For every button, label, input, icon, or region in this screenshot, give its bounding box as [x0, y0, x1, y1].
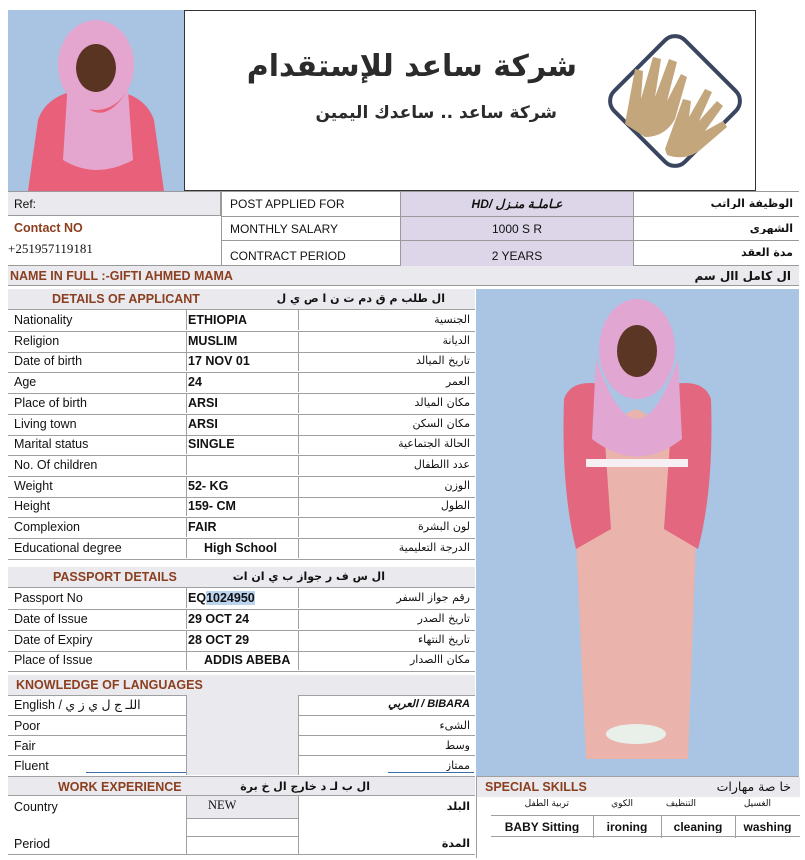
detail-row [8, 393, 475, 415]
passport-no-label-ar: رقم جواز السفر [396, 591, 470, 604]
post-label-ar: الوظيفة الراتب [710, 198, 793, 209]
company-banner [184, 10, 756, 191]
company-slogan: شركة ساعد .. ساعدك اليمين [315, 103, 557, 123]
lang-fair-ar: وسط [445, 740, 470, 751]
passport-title-ar: ال س ف ر جواز ب ي ان ات [232, 570, 385, 583]
detail-label-ar: العمر [445, 375, 470, 389]
salary-value: 1000 S R [491, 223, 543, 235]
detail-label-ar: الحالة الجتماعية [398, 437, 470, 451]
salary-label: MONTHLY SALARY [230, 223, 339, 235]
passport-row [8, 630, 475, 652]
passport-value: ADDIS ABEBA [204, 653, 291, 668]
period-label: Period [14, 838, 51, 851]
detail-label: Height [14, 499, 51, 514]
lang-fair: Fair [14, 740, 36, 753]
country-label: Country [14, 801, 58, 814]
hands-logo-icon [595, 29, 745, 179]
detail-row [8, 455, 475, 477]
detail-value: SINGLE [188, 437, 235, 452]
passport-row [8, 588, 475, 610]
passport-row [8, 609, 475, 631]
detail-value: MUSLIM [188, 333, 238, 348]
passport-section-header [8, 567, 475, 588]
skills-title: SPECIAL SKILLS [485, 780, 587, 794]
detail-label-ar: الوزن [444, 478, 470, 492]
contract-value: 2 YEARS [491, 250, 543, 262]
country-value: NEW [208, 799, 237, 812]
detail-row [8, 351, 475, 373]
name-row [8, 266, 799, 286]
detail-row [8, 496, 475, 518]
contact-phone: +251957119181 [8, 242, 93, 255]
lang-english: English / اللـ ج ل ي ز ي [14, 699, 141, 712]
detail-value: 17 NOV 01 [188, 354, 250, 369]
lang-arabic [304, 699, 470, 710]
country-label-ar: البلد [446, 801, 470, 812]
detail-label-ar: الدرجة التعليمية [398, 540, 470, 554]
full-name-ar: ال كامل اال سم [694, 269, 791, 283]
period-label-ar: المدة [441, 838, 470, 849]
skill-cleaning: cleaning [673, 821, 723, 833]
details-section-header [8, 289, 475, 310]
passport-number: 1024950 [206, 591, 255, 605]
contract-label-ar: مدة العقد [741, 247, 793, 258]
detail-label-ar: لون البشرة [418, 520, 470, 533]
passport-value: 28 OCT 29 [188, 632, 250, 647]
detail-value: 159- CM [188, 499, 236, 514]
passport-label-ar: تاريخ النتهاء [417, 632, 470, 646]
detail-label: Educational degree [14, 540, 122, 555]
detail-label: Age [14, 375, 37, 390]
detail-label-ar: مكان السكن [412, 416, 470, 430]
lang-arabic-text: العربي / BIBARA [388, 699, 470, 710]
languages-section-header [8, 675, 475, 696]
skill-ar-1: التنظيف [665, 799, 696, 809]
passport-label-ar: مكان االصدار [409, 653, 470, 667]
details-title-ar: ال طلب م ق دم ت ن ا ص ي ل [276, 292, 445, 305]
detail-label-ar: تاريخ الميالد [416, 354, 470, 368]
work-table [8, 796, 475, 856]
lang-fluent-ar: ممتاز [445, 760, 470, 771]
detail-label-ar: الديانة [442, 333, 470, 347]
detail-label: No. Of children [14, 457, 98, 472]
detail-label: Nationality [14, 313, 73, 327]
detail-label: Living town [14, 416, 77, 431]
detail-row [8, 476, 475, 498]
skill-washing: washing [743, 821, 792, 833]
detail-label-ar: عدد االطفال [413, 457, 470, 471]
passport-no-value [188, 588, 298, 608]
detail-row [8, 517, 475, 539]
passport-label-ar: تاريخ الصدر [417, 612, 470, 625]
company-name: شركة ساعد للإستقدام [246, 49, 577, 84]
skill-ar-2: الكوي [611, 799, 633, 809]
detail-row [8, 310, 475, 332]
details-title: DETAILS OF APPLICANT [52, 292, 200, 306]
detail-row [8, 414, 475, 436]
skills-panel [476, 776, 799, 858]
skill-ar-3: تربية الطفل [524, 799, 569, 809]
detail-value [188, 455, 298, 475]
contact-label: Contact NO [14, 222, 83, 235]
detail-value: High School [204, 540, 277, 555]
detail-row [8, 538, 475, 560]
passport-label: Date of Issue [14, 612, 88, 626]
detail-row [8, 372, 475, 394]
detail-value: 52- KG [188, 478, 229, 493]
skills-title-ar: خا صة مهارات [716, 779, 791, 794]
work-title-ar: ال ب لـ د خارج ال خ برة [240, 780, 370, 793]
lang-fluent: Fluent [14, 760, 49, 773]
detail-label-ar: الجنسية [434, 313, 470, 326]
detail-label: Place of birth [14, 395, 87, 410]
detail-label: Religion [14, 333, 60, 348]
detail-value: FAIR [188, 520, 217, 534]
skill-ironing: ironing [606, 821, 648, 833]
detail-label: Weight [14, 478, 53, 493]
work-title: WORK EXPERIENCE [58, 780, 182, 794]
passport-row [8, 650, 475, 672]
work-section-header [8, 776, 475, 796]
detail-label-ar: مكان الميالد [414, 395, 470, 409]
full-name: NAME IN FULL :-GIFTI AHMED MAMA [10, 269, 233, 283]
passport-title: PASSPORT DETAILS [53, 570, 177, 584]
detail-value: 24 [188, 375, 202, 390]
detail-value: ETHIOPIA [188, 313, 248, 327]
post-label: POST APPLIED FOR [230, 198, 345, 210]
passport-prefix: EQ [188, 591, 207, 605]
applicant-photo-full [476, 289, 799, 776]
languages-table [8, 695, 475, 776]
passport-label: Place of Issue [14, 653, 93, 668]
salary-label-ar: الشهري [749, 223, 793, 234]
contract-label: CONTRACT PERIOD [230, 250, 346, 262]
ref-label: Ref: [14, 198, 37, 210]
passport-value: 29 OCT 24 [188, 612, 250, 626]
post-value: HD/ عـاملـة منـزل [471, 198, 563, 210]
detail-row [8, 434, 475, 456]
skill-baby-sitting: BABY Sitting [504, 821, 580, 833]
detail-value: ARSI [188, 395, 218, 410]
applicant-photo-small [8, 10, 184, 191]
detail-label: Marital status [14, 437, 89, 452]
passport-no-label: Passport No [14, 591, 83, 605]
passport-label: Date of Expiry [14, 632, 93, 647]
top-info-table [8, 191, 799, 266]
detail-row [8, 331, 475, 353]
skill-ar-0: الغسيل [743, 799, 771, 809]
detail-label: Date of birth [14, 354, 83, 369]
detail-label: Complexion [14, 520, 81, 534]
lang-poor-ar: الشيء [439, 720, 470, 731]
lang-poor: Poor [14, 720, 41, 733]
languages-title: KNOWLEDGE OF LANGUAGES [16, 678, 203, 692]
detail-label-ar: الطول [440, 499, 470, 513]
detail-value: ARSI [188, 416, 218, 431]
